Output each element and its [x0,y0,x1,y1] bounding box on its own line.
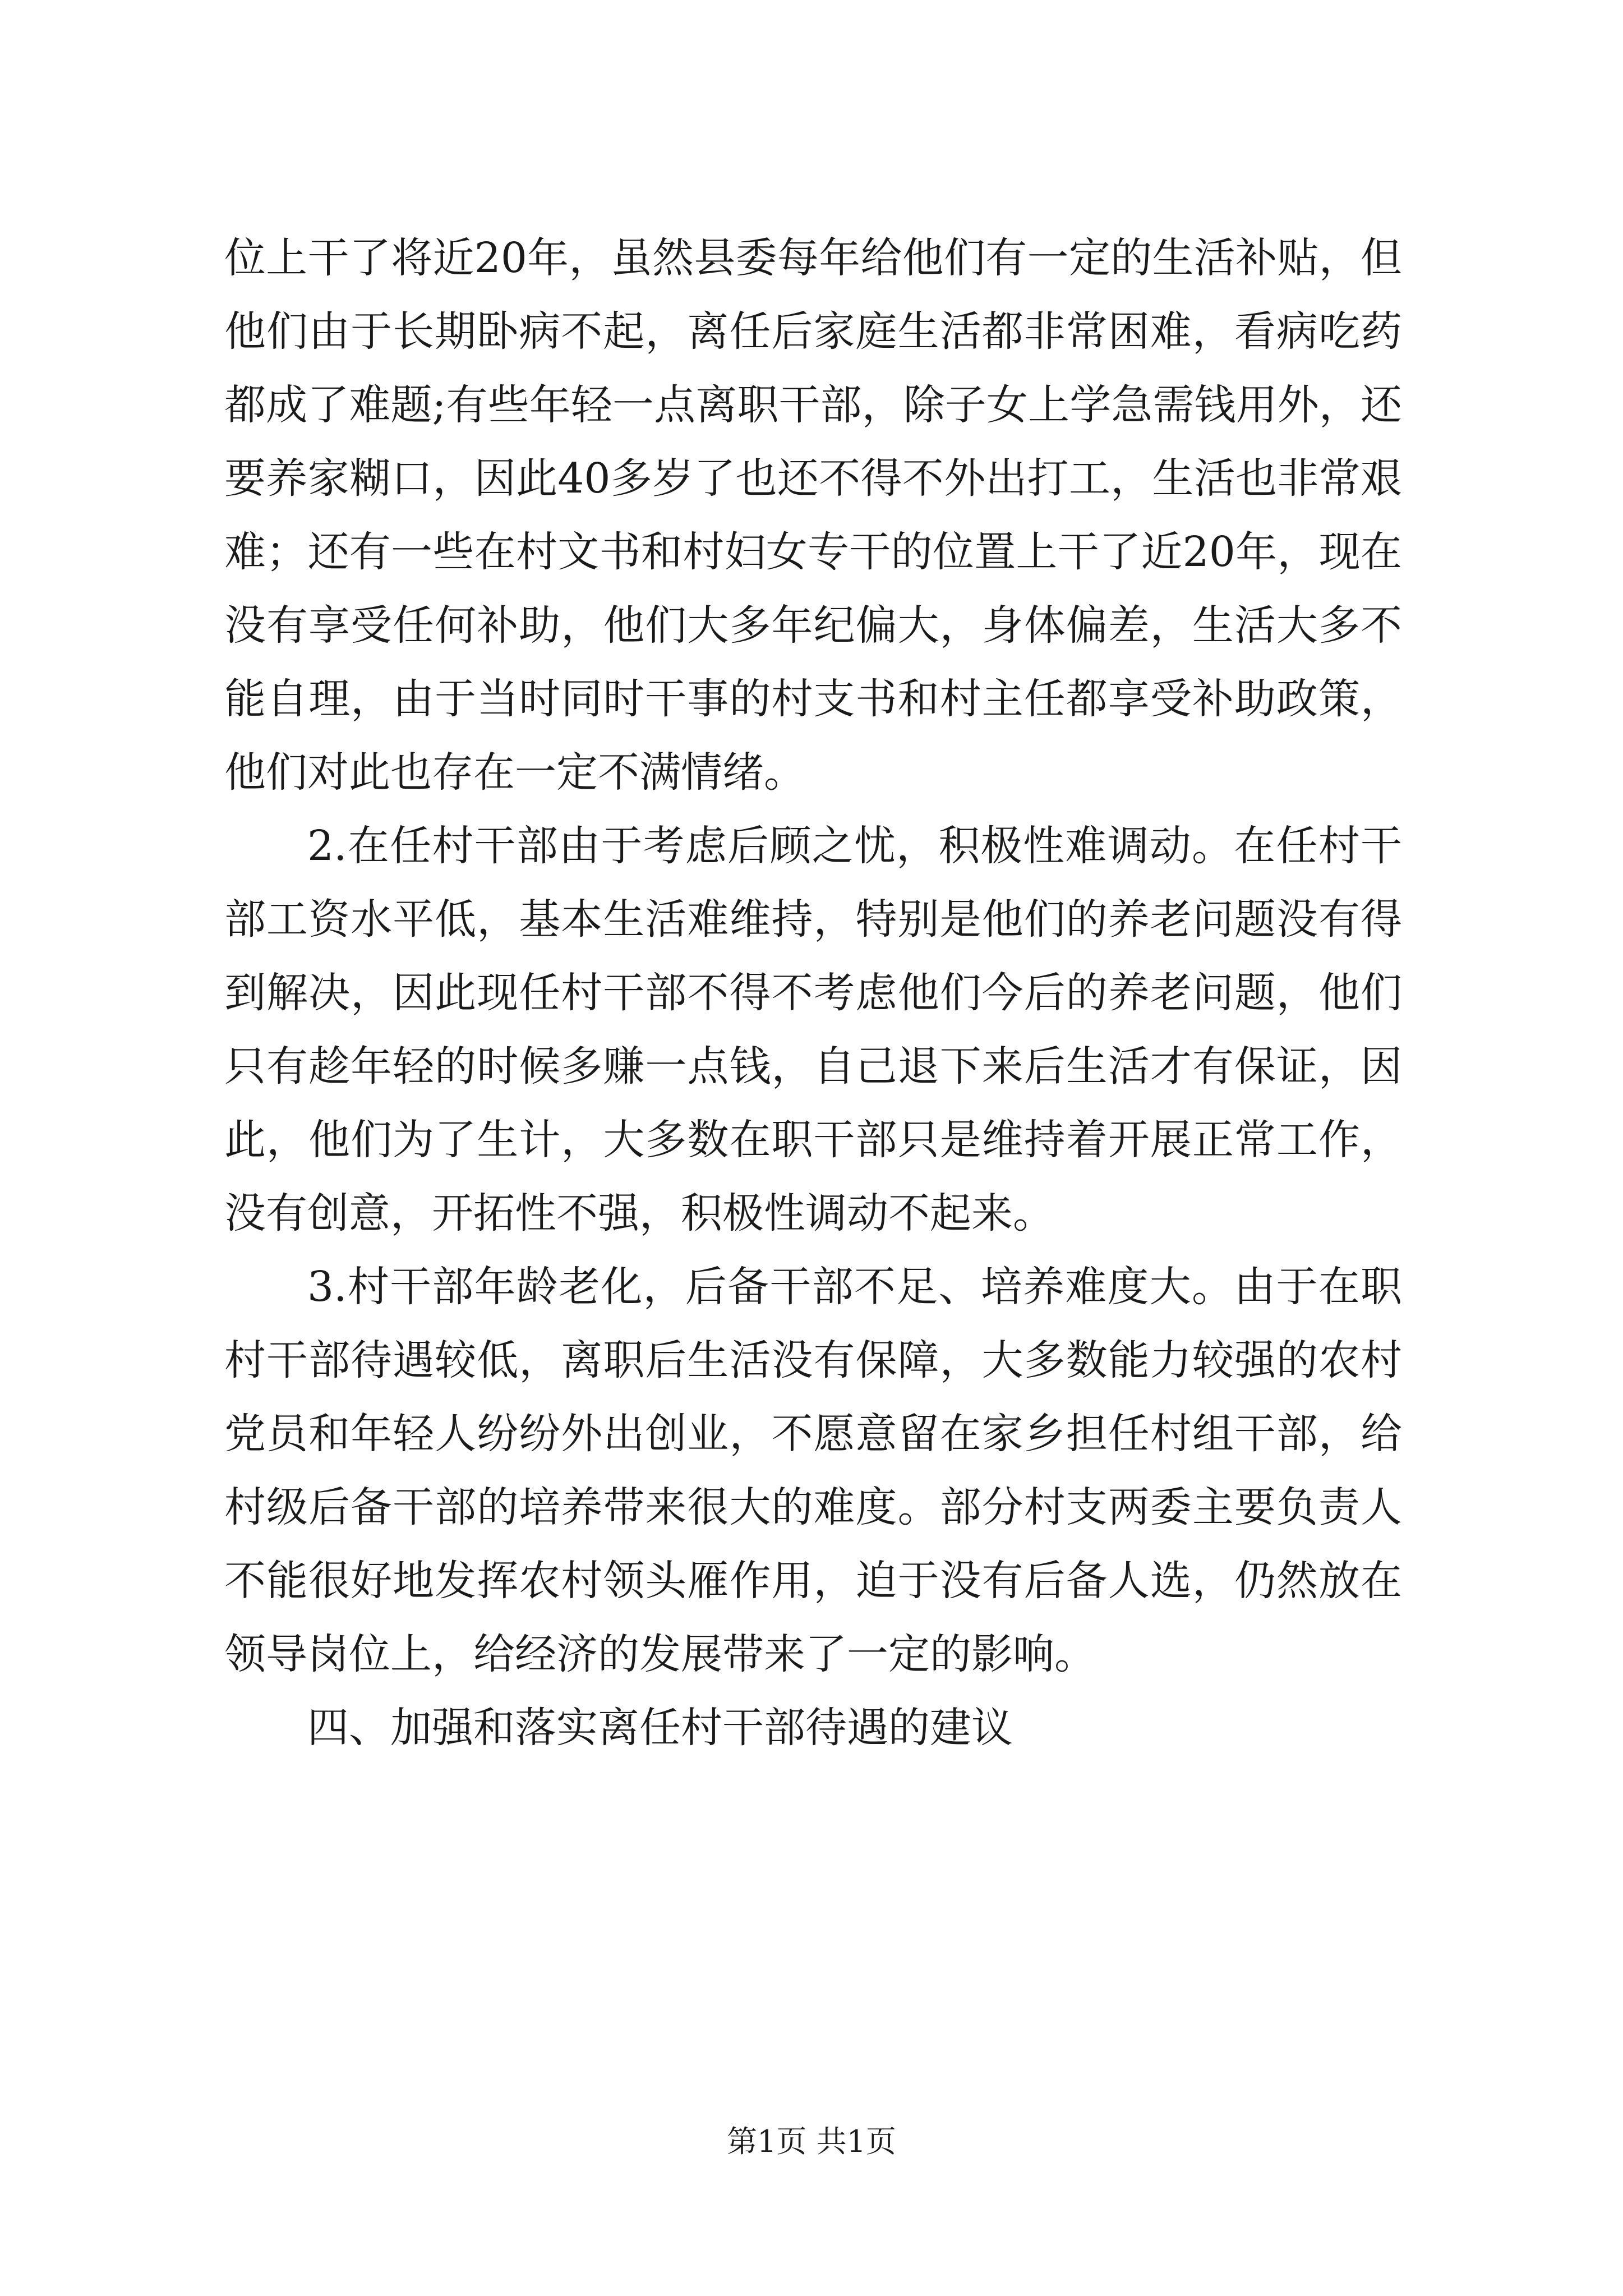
paragraph-continuation: 位上干了将近20年，虽然县委每年给他们有一定的生活补贴，但他们由于长期卧病不起，离任后家庭生活都非常困难，看病吃药都成了难题;有些年轻一点离职干部，除子女上学急需钱用外，还要养家糊口，因此40多岁了也还不得不外出打工，生活也非常艰难；还有一些在村文书和村妇女专干的位置上干了近20年，现在没有享受任何补助，他们大多年纪偏大，身体偏差，生活大多不能自理，由于当时同时干事的村支书和村主任都享受补助政策，他们对此也存在一定不满情绪。 [224,234,1402,797]
paragraph-point-3: 3.村干部年龄老化，后备干部不足、培养难度大。由于在职村干部待遇较低，离职后生活没有保障，大多数能力较强的农村党员和年轻人纷纷外出创业，不愿意留在家乡担任村组干部，给村级后备干部的培养带来很大的难度。部分村支两委主要负责人不能很好地发挥农村领头雁作用，迫于没有后备人选，仍然放在领导岗位上，给经济的发展带来了一定的影响。 [224,1263,1402,1678]
section-heading-4: 四、加强和落实离任村干部待遇的建议 [307,1704,1013,1752]
page-footer [0,2122,1623,2161]
paragraph-point-2: 2.在任村干部由于考虑后顾之忧，积极性难调动。在任村干部工资水平低，基本生活难维持，特别是他们的养老问题没有得到解决，因此现任村干部不得不考虑他们今后的养老问题，他们只有趁年轻的时候多赚一点钱，自己退下来后生活才有保证，因此，他们为了生计，大多数在职干部只是维持着开展正常工作，没有创意，开拓性不强，积极性调动不起来。 [224,822,1402,1237]
page-number-label: 第1页 共1页 [727,2124,896,2159]
document-body [224,222,1402,1765]
